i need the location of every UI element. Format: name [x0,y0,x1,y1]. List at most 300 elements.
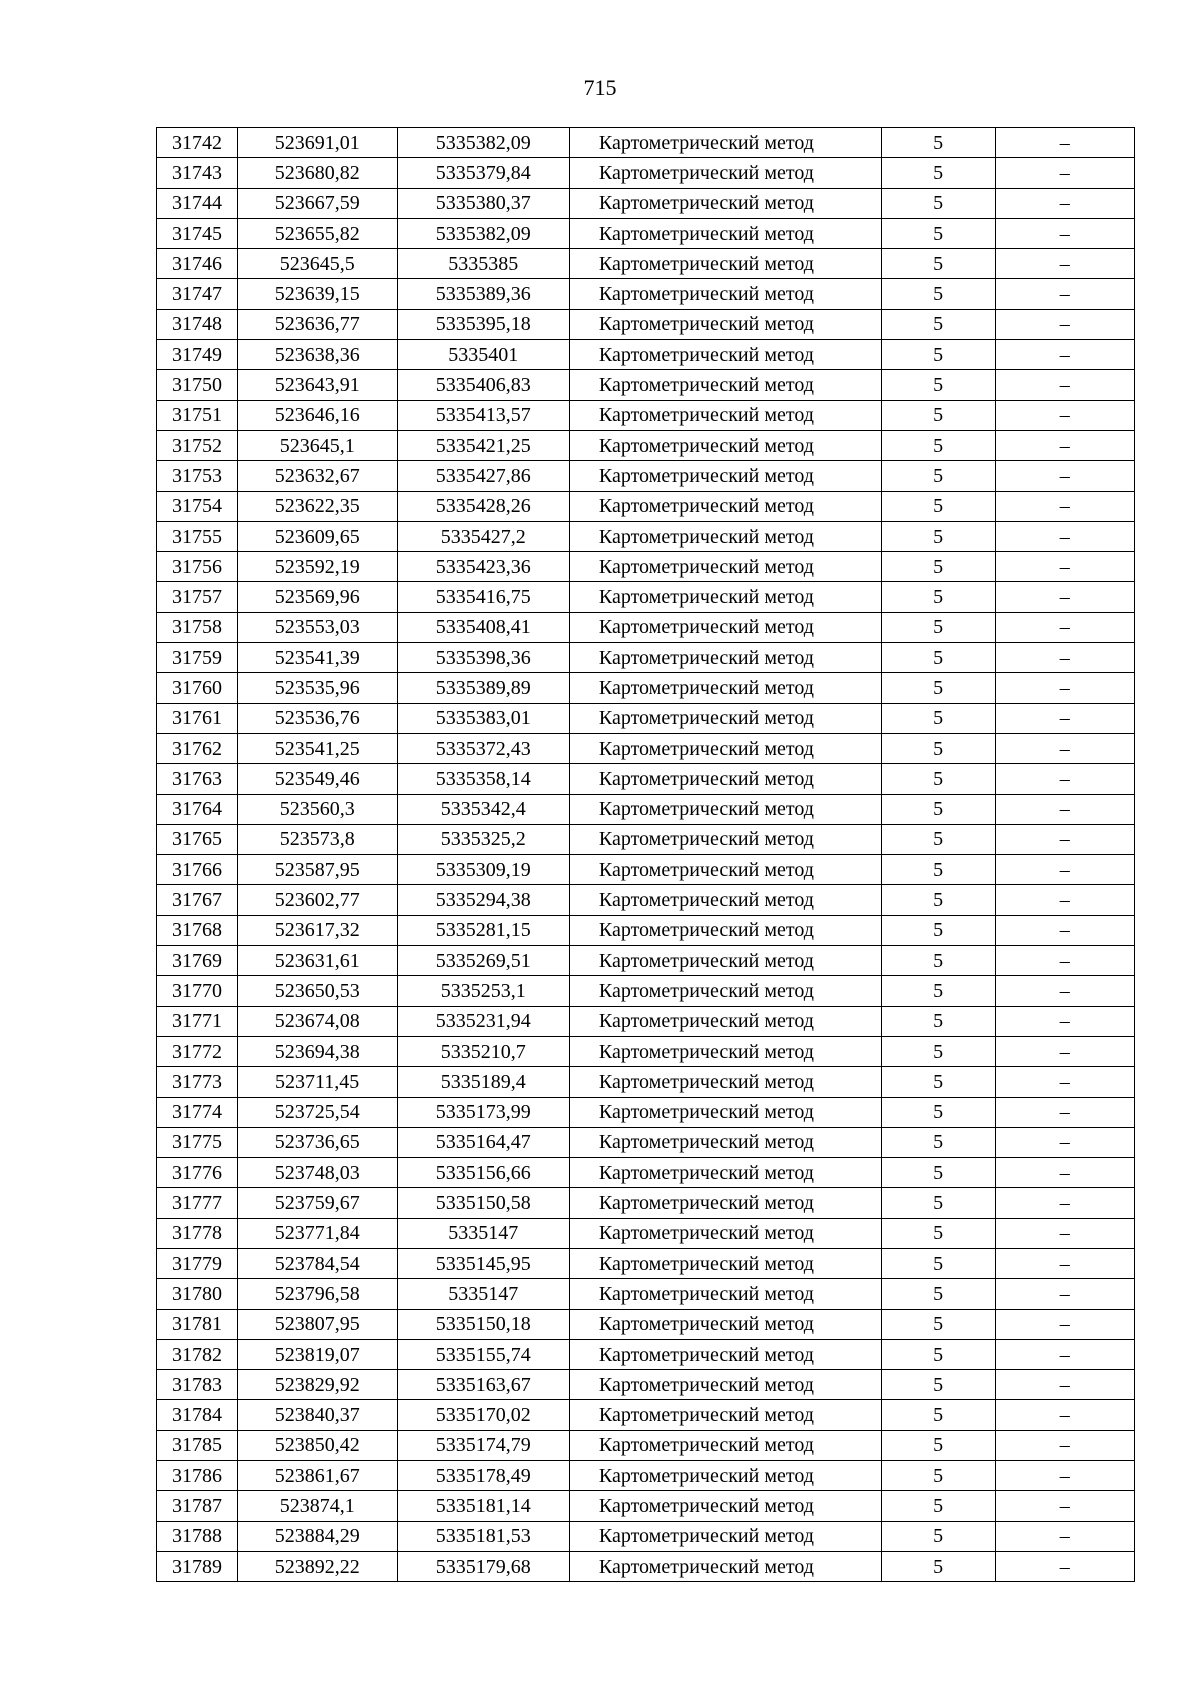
y-coordinate-cell: 5335408,41 [397,612,569,642]
accuracy-cell: 5 [881,1218,995,1248]
accuracy-cell: 5 [881,430,995,460]
table-row [157,1339,1135,1369]
table-row [157,733,1135,763]
point-number-cell: 31779 [157,1248,238,1278]
method-cell: Картометрический метод [569,1430,881,1460]
point-number-cell: 31743 [157,158,238,188]
x-coordinate-cell: 523646,16 [237,400,397,430]
table-row [157,1097,1135,1127]
table-row [157,612,1135,642]
method-cell: Картометрический метод [569,612,881,642]
note-cell: – [995,703,1134,733]
y-coordinate-cell: 5335401 [397,340,569,370]
point-number-cell: 31787 [157,1491,238,1521]
accuracy-cell: 5 [881,1430,995,1460]
note-cell: – [995,279,1134,309]
method-cell: Картометрический метод [569,249,881,279]
method-cell: Картометрический метод [569,188,881,218]
point-number-cell: 31761 [157,703,238,733]
accuracy-cell: 5 [881,824,995,854]
x-coordinate-cell: 523536,76 [237,703,397,733]
y-coordinate-cell: 5335150,18 [397,1309,569,1339]
accuracy-cell: 5 [881,1461,995,1491]
point-number-cell: 31763 [157,764,238,794]
point-number-cell: 31769 [157,946,238,976]
method-cell: Картометрический метод [569,1279,881,1309]
accuracy-cell: 5 [881,340,995,370]
y-coordinate-cell: 5335380,37 [397,188,569,218]
point-number-cell: 31771 [157,1006,238,1036]
point-number-cell: 31780 [157,1279,238,1309]
x-coordinate-cell: 523541,25 [237,733,397,763]
y-coordinate-cell: 5335395,18 [397,309,569,339]
x-coordinate-cell: 523796,58 [237,1279,397,1309]
x-coordinate-cell: 523645,5 [237,249,397,279]
method-cell: Картометрический метод [569,491,881,521]
accuracy-cell: 5 [881,764,995,794]
accuracy-cell: 5 [881,279,995,309]
note-cell: – [995,1430,1134,1460]
point-number-cell: 31773 [157,1067,238,1097]
point-number-cell: 31782 [157,1339,238,1369]
y-coordinate-cell: 5335164,47 [397,1127,569,1157]
accuracy-cell: 5 [881,218,995,248]
point-number-cell: 31786 [157,1461,238,1491]
note-cell: – [995,1521,1134,1551]
point-number-cell: 31777 [157,1188,238,1218]
note-cell: – [995,643,1134,673]
y-coordinate-cell: 5335427,86 [397,461,569,491]
y-coordinate-cell: 5335372,43 [397,733,569,763]
accuracy-cell: 5 [881,249,995,279]
x-coordinate-cell: 523639,15 [237,279,397,309]
point-number-cell: 31742 [157,128,238,158]
point-number-cell: 31776 [157,1158,238,1188]
accuracy-cell: 5 [881,1370,995,1400]
y-coordinate-cell: 5335155,74 [397,1339,569,1369]
point-number-cell: 31781 [157,1309,238,1339]
point-number-cell: 31783 [157,1370,238,1400]
note-cell: – [995,1370,1134,1400]
point-number-cell: 31784 [157,1400,238,1430]
method-cell: Картометрический метод [569,824,881,854]
note-cell: – [995,1491,1134,1521]
table-row [157,673,1135,703]
table-row [157,1491,1135,1521]
x-coordinate-cell: 523667,59 [237,188,397,218]
x-coordinate-cell: 523541,39 [237,643,397,673]
table-row [157,218,1135,248]
method-cell: Картометрический метод [569,461,881,491]
note-cell: – [995,128,1134,158]
point-number-cell: 31755 [157,521,238,551]
y-coordinate-cell: 5335309,19 [397,855,569,885]
y-coordinate-cell: 5335145,95 [397,1248,569,1278]
y-coordinate-cell: 5335379,84 [397,158,569,188]
x-coordinate-cell: 523861,67 [237,1461,397,1491]
x-coordinate-cell: 523711,45 [237,1067,397,1097]
method-cell: Картометрический метод [569,1491,881,1521]
accuracy-cell: 5 [881,612,995,642]
note-cell: – [995,158,1134,188]
accuracy-cell: 5 [881,794,995,824]
note-cell: – [995,1097,1134,1127]
coordinates-table [156,127,1135,1582]
note-cell: – [995,1248,1134,1278]
note-cell: – [995,612,1134,642]
table-row [157,1036,1135,1066]
method-cell: Картометрический метод [569,370,881,400]
point-number-cell: 31759 [157,643,238,673]
method-cell: Картометрический метод [569,703,881,733]
point-number-cell: 31753 [157,461,238,491]
y-coordinate-cell: 5335428,26 [397,491,569,521]
table-row [157,1248,1135,1278]
method-cell: Картометрический метод [569,1551,881,1581]
x-coordinate-cell: 523829,92 [237,1370,397,1400]
table-row [157,976,1135,1006]
note-cell: – [995,340,1134,370]
point-number-cell: 31766 [157,855,238,885]
method-cell: Картометрический метод [569,764,881,794]
accuracy-cell: 5 [881,673,995,703]
y-coordinate-cell: 5335342,4 [397,794,569,824]
accuracy-cell: 5 [881,461,995,491]
accuracy-cell: 5 [881,643,995,673]
point-number-cell: 31765 [157,824,238,854]
point-number-cell: 31749 [157,340,238,370]
table-row [157,552,1135,582]
point-number-cell: 31764 [157,794,238,824]
note-cell: – [995,855,1134,885]
accuracy-cell: 5 [881,582,995,612]
table-row [157,824,1135,854]
method-cell: Картометрический метод [569,1036,881,1066]
method-cell: Картометрический метод [569,946,881,976]
table-row [157,643,1135,673]
accuracy-cell: 5 [881,1279,995,1309]
note-cell: – [995,1127,1134,1157]
x-coordinate-cell: 523771,84 [237,1218,397,1248]
note-cell: – [995,521,1134,551]
table-row [157,521,1135,551]
method-cell: Картометрический метод [569,309,881,339]
accuracy-cell: 5 [881,1491,995,1521]
accuracy-cell: 5 [881,1006,995,1036]
table-row [157,400,1135,430]
point-number-cell: 31778 [157,1218,238,1248]
table-row [157,1218,1135,1248]
point-number-cell: 31747 [157,279,238,309]
table-row [157,1158,1135,1188]
y-coordinate-cell: 5335421,25 [397,430,569,460]
x-coordinate-cell: 523592,19 [237,552,397,582]
y-coordinate-cell: 5335181,14 [397,1491,569,1521]
table-row [157,128,1135,158]
x-coordinate-cell: 523694,38 [237,1036,397,1066]
table-row [157,309,1135,339]
y-coordinate-cell: 5335406,83 [397,370,569,400]
point-number-cell: 31757 [157,582,238,612]
method-cell: Картометрический метод [569,915,881,945]
x-coordinate-cell: 523819,07 [237,1339,397,1369]
y-coordinate-cell: 5335147 [397,1279,569,1309]
accuracy-cell: 5 [881,1097,995,1127]
x-coordinate-cell: 523636,77 [237,309,397,339]
table-row [157,188,1135,218]
y-coordinate-cell: 5335174,79 [397,1430,569,1460]
y-coordinate-cell: 5335413,57 [397,400,569,430]
point-number-cell: 31748 [157,309,238,339]
y-coordinate-cell: 5335325,2 [397,824,569,854]
y-coordinate-cell: 5335147 [397,1218,569,1248]
accuracy-cell: 5 [881,1188,995,1218]
point-number-cell: 31770 [157,976,238,1006]
note-cell: – [995,794,1134,824]
x-coordinate-cell: 523535,96 [237,673,397,703]
note-cell: – [995,1339,1134,1369]
note-cell: – [995,309,1134,339]
y-coordinate-cell: 5335253,1 [397,976,569,1006]
x-coordinate-cell: 523892,22 [237,1551,397,1581]
x-coordinate-cell: 523748,03 [237,1158,397,1188]
note-cell: – [995,1067,1134,1097]
point-number-cell: 31758 [157,612,238,642]
accuracy-cell: 5 [881,733,995,763]
table-row [157,915,1135,945]
x-coordinate-cell: 523725,54 [237,1097,397,1127]
y-coordinate-cell: 5335181,53 [397,1521,569,1551]
note-cell: – [995,400,1134,430]
x-coordinate-cell: 523631,61 [237,946,397,976]
method-cell: Картометрический метод [569,1309,881,1339]
accuracy-cell: 5 [881,1521,995,1551]
table-row [157,340,1135,370]
method-cell: Картометрический метод [569,1400,881,1430]
note-cell: – [995,1309,1134,1339]
method-cell: Картометрический метод [569,521,881,551]
x-coordinate-cell: 523884,29 [237,1521,397,1551]
x-coordinate-cell: 523569,96 [237,582,397,612]
y-coordinate-cell: 5335281,15 [397,915,569,945]
accuracy-cell: 5 [881,1067,995,1097]
y-coordinate-cell: 5335383,01 [397,703,569,733]
table-row [157,1188,1135,1218]
table-row [157,1127,1135,1157]
x-coordinate-cell: 523850,42 [237,1430,397,1460]
accuracy-cell: 5 [881,552,995,582]
y-coordinate-cell: 5335156,66 [397,1158,569,1188]
accuracy-cell: 5 [881,976,995,1006]
y-coordinate-cell: 5335382,09 [397,128,569,158]
table-row [157,1400,1135,1430]
method-cell: Картометрический метод [569,1097,881,1127]
method-cell: Картометрический метод [569,643,881,673]
y-coordinate-cell: 5335173,99 [397,1097,569,1127]
method-cell: Картометрический метод [569,1248,881,1278]
table-row [157,1461,1135,1491]
x-coordinate-cell: 523691,01 [237,128,397,158]
x-coordinate-cell: 523650,53 [237,976,397,1006]
y-coordinate-cell: 5335170,02 [397,1400,569,1430]
table-row [157,855,1135,885]
table-row [157,1006,1135,1036]
point-number-cell: 31744 [157,188,238,218]
method-cell: Картометрический метод [569,1127,881,1157]
x-coordinate-cell: 523638,36 [237,340,397,370]
method-cell: Картометрический метод [569,1218,881,1248]
method-cell: Картометрический метод [569,794,881,824]
x-coordinate-cell: 523680,82 [237,158,397,188]
note-cell: – [995,673,1134,703]
method-cell: Картометрический метод [569,1370,881,1400]
x-coordinate-cell: 523549,46 [237,764,397,794]
x-coordinate-cell: 523632,67 [237,461,397,491]
method-cell: Картометрический метод [569,128,881,158]
accuracy-cell: 5 [881,128,995,158]
x-coordinate-cell: 523553,03 [237,612,397,642]
point-number-cell: 31745 [157,218,238,248]
point-number-cell: 31756 [157,552,238,582]
method-cell: Картометрический метод [569,976,881,1006]
coordinates-table-body [157,128,1135,1582]
y-coordinate-cell: 5335389,36 [397,279,569,309]
method-cell: Картометрический метод [569,1461,881,1491]
table-row [157,946,1135,976]
accuracy-cell: 5 [881,1248,995,1278]
table-row [157,491,1135,521]
accuracy-cell: 5 [881,1309,995,1339]
accuracy-cell: 5 [881,188,995,218]
y-coordinate-cell: 5335423,36 [397,552,569,582]
x-coordinate-cell: 523587,95 [237,855,397,885]
y-coordinate-cell: 5335178,49 [397,1461,569,1491]
point-number-cell: 31767 [157,885,238,915]
x-coordinate-cell: 523622,35 [237,491,397,521]
method-cell: Картометрический метод [569,430,881,460]
y-coordinate-cell: 5335358,14 [397,764,569,794]
method-cell: Картометрический метод [569,733,881,763]
method-cell: Картометрический метод [569,1188,881,1218]
note-cell: – [995,1400,1134,1430]
x-coordinate-cell: 523874,1 [237,1491,397,1521]
note-cell: – [995,885,1134,915]
note-cell: – [995,764,1134,794]
table-row [157,461,1135,491]
method-cell: Картометрический метод [569,279,881,309]
x-coordinate-cell: 523560,3 [237,794,397,824]
x-coordinate-cell: 523759,67 [237,1188,397,1218]
method-cell: Картометрический метод [569,1067,881,1097]
accuracy-cell: 5 [881,1127,995,1157]
table-row [157,1067,1135,1097]
method-cell: Картометрический метод [569,1521,881,1551]
y-coordinate-cell: 5335189,4 [397,1067,569,1097]
method-cell: Картометрический метод [569,218,881,248]
point-number-cell: 31789 [157,1551,238,1581]
method-cell: Картометрический метод [569,885,881,915]
note-cell: – [995,188,1134,218]
note-cell: – [995,733,1134,763]
point-number-cell: 31752 [157,430,238,460]
note-cell: – [995,1218,1134,1248]
method-cell: Картометрический метод [569,855,881,885]
note-cell: – [995,552,1134,582]
y-coordinate-cell: 5335150,58 [397,1188,569,1218]
note-cell: – [995,249,1134,279]
y-coordinate-cell: 5335389,89 [397,673,569,703]
y-coordinate-cell: 5335179,68 [397,1551,569,1581]
note-cell: – [995,370,1134,400]
x-coordinate-cell: 523643,91 [237,370,397,400]
method-cell: Картометрический метод [569,158,881,188]
method-cell: Картометрический метод [569,673,881,703]
page-number: 715 [583,75,617,100]
accuracy-cell: 5 [881,491,995,521]
table-row [157,1370,1135,1400]
note-cell: – [995,461,1134,491]
x-coordinate-cell: 523840,37 [237,1400,397,1430]
table-row [157,279,1135,309]
x-coordinate-cell: 523736,65 [237,1127,397,1157]
method-cell: Картометрический метод [569,552,881,582]
x-coordinate-cell: 523617,32 [237,915,397,945]
note-cell: – [995,1551,1134,1581]
y-coordinate-cell: 5335398,36 [397,643,569,673]
point-number-cell: 31788 [157,1521,238,1551]
note-cell: – [995,582,1134,612]
accuracy-cell: 5 [881,400,995,430]
y-coordinate-cell: 5335385 [397,249,569,279]
point-number-cell: 31750 [157,370,238,400]
y-coordinate-cell: 5335382,09 [397,218,569,248]
accuracy-cell: 5 [881,1158,995,1188]
table-row [157,794,1135,824]
x-coordinate-cell: 523807,95 [237,1309,397,1339]
table-row [157,1309,1135,1339]
point-number-cell: 31751 [157,400,238,430]
x-coordinate-cell: 523609,65 [237,521,397,551]
note-cell: – [995,824,1134,854]
point-number-cell: 31772 [157,1036,238,1066]
accuracy-cell: 5 [881,703,995,733]
table-row [157,370,1135,400]
method-cell: Картометрический метод [569,1158,881,1188]
accuracy-cell: 5 [881,885,995,915]
accuracy-cell: 5 [881,1339,995,1369]
x-coordinate-cell: 523573,8 [237,824,397,854]
table-row [157,1430,1135,1460]
accuracy-cell: 5 [881,370,995,400]
note-cell: – [995,1158,1134,1188]
table-row [157,1521,1135,1551]
table-row [157,249,1135,279]
y-coordinate-cell: 5335269,51 [397,946,569,976]
note-cell: – [995,915,1134,945]
y-coordinate-cell: 5335163,67 [397,1370,569,1400]
accuracy-cell: 5 [881,946,995,976]
y-coordinate-cell: 5335416,75 [397,582,569,612]
table-row [157,764,1135,794]
x-coordinate-cell: 523784,54 [237,1248,397,1278]
y-coordinate-cell: 5335231,94 [397,1006,569,1036]
accuracy-cell: 5 [881,1036,995,1066]
method-cell: Картометрический метод [569,582,881,612]
point-number-cell: 31762 [157,733,238,763]
y-coordinate-cell: 5335294,38 [397,885,569,915]
accuracy-cell: 5 [881,855,995,885]
point-number-cell: 31754 [157,491,238,521]
